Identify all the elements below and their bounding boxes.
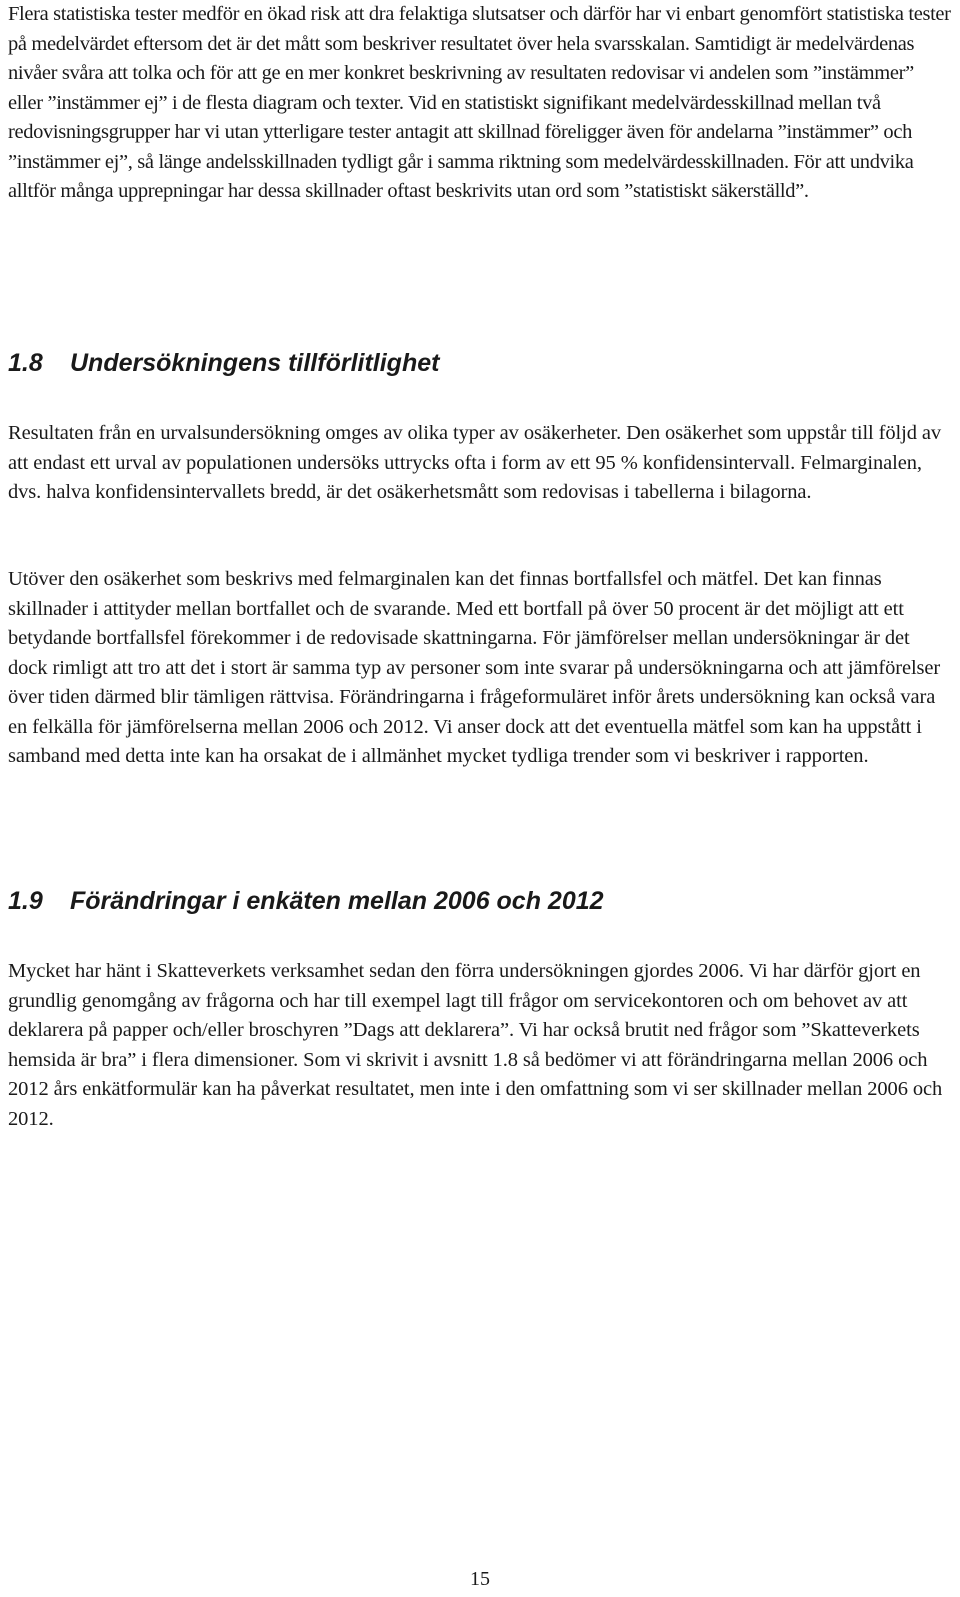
section-number: 1.9 [8,887,43,915]
intro-paragraph: Flera statistiska tester medför en ökad risk att dra felaktiga slutsatser och därför har vi enbart genomfört statistiska tester på medelvärdet eftersom det är det mått som beskriver resultatet över hela svarsskalan. Samtidigt är medelvärdenas nivåer svåra att tolka och för att ge en mer konkret beskrivning av resultaten redovisar vi andelen som ”instämmer” eller ”instämmer ej” i de flesta diagram och texter. Vid en statistiskt signifikant medelvärdesskillnad mellan två redovisningsgrupper har vi utan ytterligare tester antagit att skillnad föreligger även för andelarna ”instämmer” och ”instämmer ej”, så länge andelsskillnaden tydligt går i samma riktning som medelvärdesskillnaden. För att undvika alltför många upprepningar har dessa skillnader oftast beskrivits utan ord som ”statistiskt säkerställd”. [8,3,951,202]
section-1-8-paragraph-2: Utöver den osäkerhet som beskrivs med felmarginalen kan det finnas bortfallsfel och mätfel. Det kan finnas skillnader i attityder mellan bortfallet och de svarande. Med ett bortfall på över 50 procent är det möjligt att ett betydande bortfallsfel förekommer i de redovisade skattningarna. För jämförelser mellan undersökningar är det dock rimligt att tro att det i stort är samma typ av personer som inte svarar på undersökningarna och att jämförelser över tiden därmed blir tämligen rättvisa. Förändringarna i frågeformuläret inför årets undersökning kan också vara en felkälla för jämförelserna mellan 2006 och 2012. Vi anser dock att det eventuella mätfel som kan ha uppstått i samband med detta inte kan ha orsakat de i allmänhet mycket tydliga trender som vi beskriver i rapporten. [8,568,941,767]
section-heading-1-9 [8,886,604,916]
section-1-9-paragraph-1: Mycket har hänt i Skatteverkets verksamhet sedan den förra undersökningen gjordes 2006. Vi har därför gjort en grundlig genomgång av frågorna och har till exempel lagt till frågor om servicekontoren och om behovet av att deklarera på papper och/eller broschyren ”Dags att deklarera”. Vi har också brutit ned frågor som ”Skatteverkets hemsida är bra” i flera dimensioner. Som vi skrivit i avsnitt 1.8 så bedömer vi att förändringarna mellan 2006 och 2012 års enkätformulär kan ha påverkat resultatet, men inte i den omfattning som vi ser skillnader mellan 2006 och 2012. [8,960,943,1130]
page-number: 15 [470,1568,490,1590]
section-title: Undersökningens tillförlitlighet [70,349,440,377]
section-heading-1-8 [8,348,439,378]
section-number: 1.8 [8,349,43,377]
section-title: Förändringar i enkäten mellan 2006 och 2012 [70,887,604,915]
section-1-8-paragraph-1: Resultaten från en urvalsundersökning omges av olika typer av osäkerheter. Den osäkerhet som uppstår till följd av att endast ett urval av populationen undersöks uttrycks ofta i form av ett 95 % konfidensintervall. Felmarginalen, dvs. halva konfidensintervallets bredd, är det osäkerhetsmått som redovisas i tabellerna i bilagorna. [8,422,942,503]
